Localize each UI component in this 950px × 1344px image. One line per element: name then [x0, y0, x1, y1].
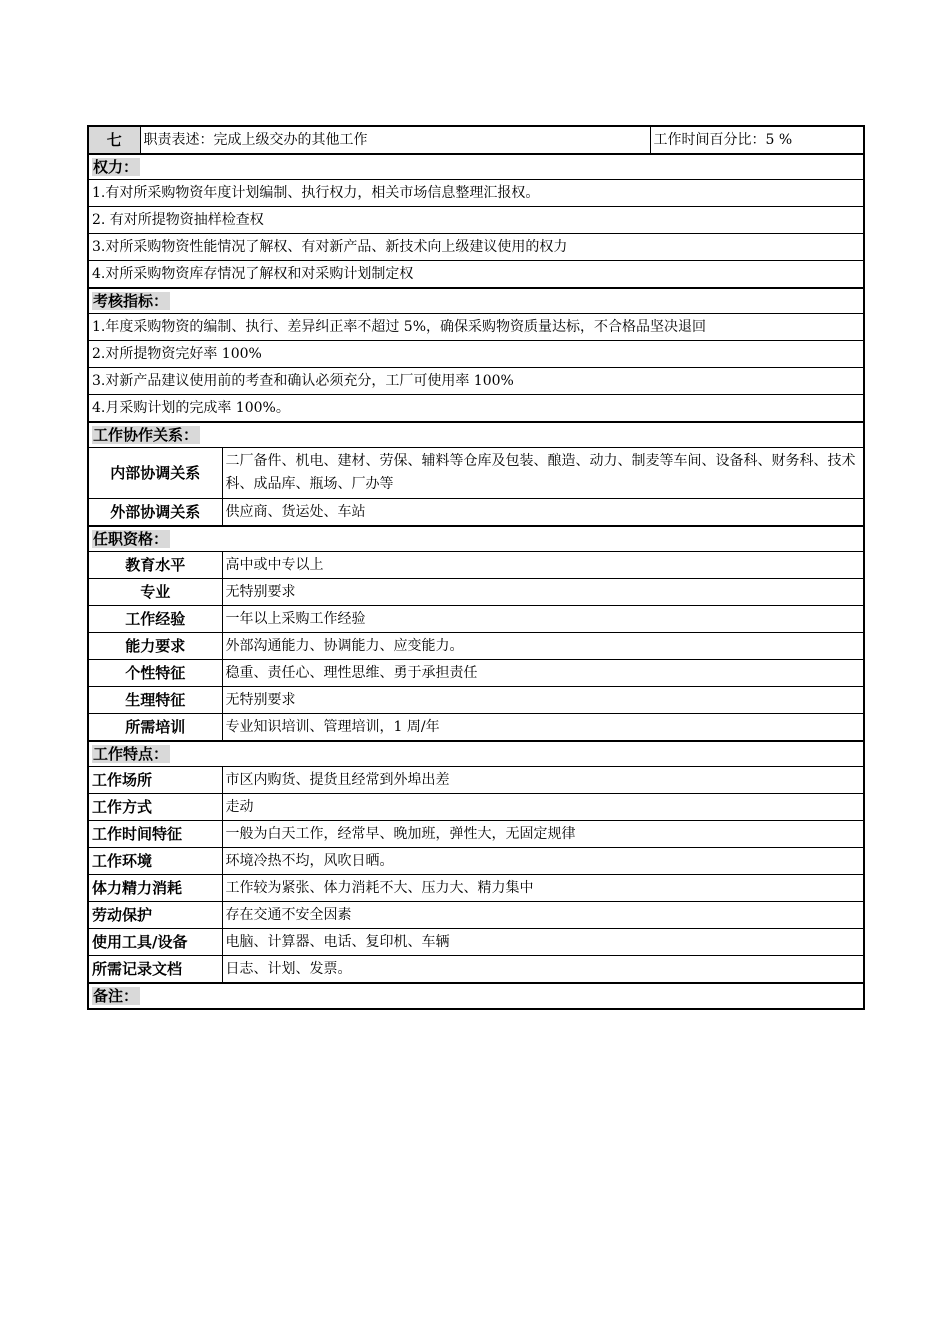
- qualification-row: [88, 633, 864, 660]
- kpi-title: 考核指标：: [93, 292, 169, 310]
- features-section-header: [88, 741, 864, 767]
- kpi-item-2: 2.对所提物资完好率 100%: [88, 341, 864, 368]
- tools-value: 电脑、计算器、电话、复印机、车辆: [222, 929, 864, 956]
- authority-item-4: 4.对所采购物资库存情况了解权和对采购计划制定权: [88, 261, 864, 289]
- authority-item-1: 1.有对所采购物资年度计划编制、执行权力，相关市场信息整理汇报权。: [88, 180, 864, 207]
- authority-title: 权力：: [93, 158, 139, 176]
- internal-coordination-value: 二厂备件、机电、建材、劳保、辅料等仓库及包装、酿造、动力、制麦等车间、设备科、财务科、技术科、成品库、瓶场、厂办等: [222, 448, 864, 499]
- duty-number: 七: [88, 126, 140, 154]
- work-time-value: 一般为白天工作，经常早、晚加班，弹性大，无固定规律: [222, 821, 864, 848]
- external-coordination-label: 外部协调关系: [88, 499, 222, 527]
- training-value: 专业知识培训、管理培训，1 周/年: [222, 714, 864, 742]
- authority-item: [88, 234, 864, 261]
- education-label: 教育水平: [88, 552, 222, 579]
- kpi-item-3: 3.对新产品建议使用前的考查和确认必须充分，工厂可使用率 100%: [88, 368, 864, 395]
- kpi-item-1: 1.年度采购物资的编制、执行、差异纠正率不超过 5%，确保采购物资质量达标，不合格品坚决退回: [88, 314, 864, 341]
- kpi-item: [88, 395, 864, 423]
- ability-value: 外部沟通能力、协调能力、应变能力。: [222, 633, 864, 660]
- physical-label: 生理特征: [88, 687, 222, 714]
- cooperation-title: 工作协作关系：: [93, 426, 199, 444]
- authority-item-2: 2. 有对所提物资抽样检查权: [88, 207, 864, 234]
- work-mode-value: 走动: [222, 794, 864, 821]
- education-value: 高中或中专以上: [222, 552, 864, 579]
- cooperation-row: [88, 499, 864, 527]
- tools-label: 使用工具/设备: [88, 929, 222, 956]
- remarks-title: 备注：: [93, 987, 139, 1005]
- cooperation-section-header: [88, 422, 864, 448]
- remarks-section-header: [88, 983, 864, 1009]
- feature-row: [88, 902, 864, 929]
- feature-row: [88, 956, 864, 984]
- feature-row: [88, 794, 864, 821]
- authority-item-3: 3.对所采购物资性能情况了解权、有对新产品、新技术向上级建议使用的权力: [88, 234, 864, 261]
- protection-label: 劳动保护: [88, 902, 222, 929]
- external-coordination-value: 供应商、货运处、车站: [222, 499, 864, 527]
- kpi-item: [88, 368, 864, 395]
- experience-value: 一年以上采购工作经验: [222, 606, 864, 633]
- workplace-value: 市区内购货、提货且经常到外埠出差: [222, 767, 864, 794]
- qualification-row: [88, 660, 864, 687]
- personality-label: 个性特征: [88, 660, 222, 687]
- qualification-row: [88, 579, 864, 606]
- time-percent: 工作时间百分比：5 %: [650, 126, 864, 154]
- environment-value: 环境冷热不均，风吹日晒。: [222, 848, 864, 875]
- features-title: 工作特点：: [93, 745, 169, 763]
- feature-row: [88, 848, 864, 875]
- authority-item: [88, 261, 864, 289]
- major-value: 无特别要求: [222, 579, 864, 606]
- job-description-table: [87, 125, 865, 1010]
- experience-label: 工作经验: [88, 606, 222, 633]
- authority-item: [88, 207, 864, 234]
- protection-value: 存在交通不安全因素: [222, 902, 864, 929]
- energy-value: 工作较为紧张、体力消耗不大、压力大、精力集中: [222, 875, 864, 902]
- physical-value: 无特别要求: [222, 687, 864, 714]
- kpi-item: [88, 314, 864, 341]
- qualification-row: [88, 687, 864, 714]
- work-time-label: 工作时间特征: [88, 821, 222, 848]
- documents-label: 所需记录文档: [88, 956, 222, 984]
- duty-header-row: [88, 126, 864, 154]
- job-description-sheet: [87, 125, 863, 1010]
- duty-description: 职责表述：完成上级交办的其他工作: [140, 126, 650, 154]
- documents-value: 日志、计划、发票。: [222, 956, 864, 984]
- workplace-label: 工作场所: [88, 767, 222, 794]
- qualification-row: [88, 606, 864, 633]
- training-label: 所需培训: [88, 714, 222, 742]
- personality-value: 稳重、责任心、理性思维、勇于承担责任: [222, 660, 864, 687]
- cooperation-row: [88, 448, 864, 499]
- internal-coordination-label: 内部协调关系: [88, 448, 222, 499]
- feature-row: [88, 767, 864, 794]
- kpi-section-header: [88, 288, 864, 314]
- qualification-row: [88, 552, 864, 579]
- energy-label: 体力精力消耗: [88, 875, 222, 902]
- ability-label: 能力要求: [88, 633, 222, 660]
- kpi-item-4: 4.月采购计划的完成率 100%。: [88, 395, 864, 423]
- qualification-title: 任职资格：: [93, 530, 169, 548]
- authority-section-header: [88, 154, 864, 180]
- feature-row: [88, 821, 864, 848]
- qualification-section-header: [88, 526, 864, 552]
- environment-label: 工作环境: [88, 848, 222, 875]
- kpi-item: [88, 341, 864, 368]
- feature-row: [88, 929, 864, 956]
- authority-item: [88, 180, 864, 207]
- feature-row: [88, 875, 864, 902]
- major-label: 专业: [88, 579, 222, 606]
- work-mode-label: 工作方式: [88, 794, 222, 821]
- qualification-row: [88, 714, 864, 742]
